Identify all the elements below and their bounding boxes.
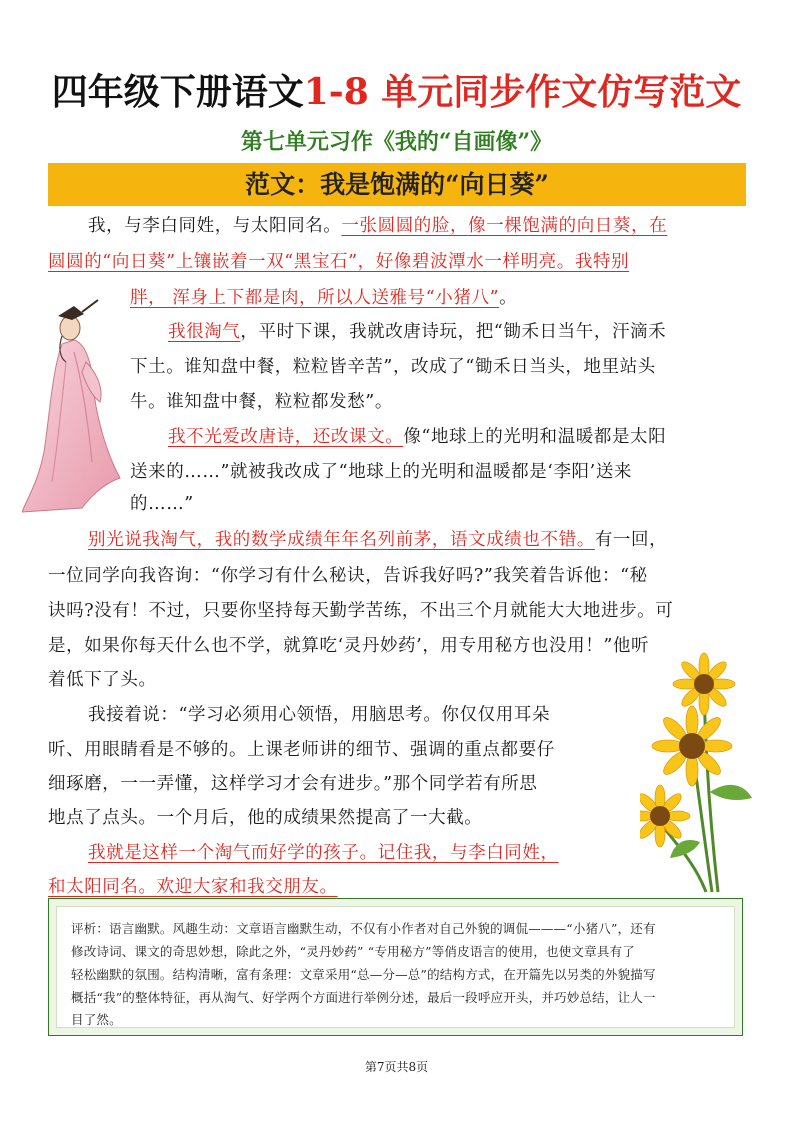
- essay-line: 我接着说：“学习必须用心领悟，用脑思考。你仅仅用耳朵: [88, 705, 551, 725]
- page-number: 第7页共8页: [364, 1060, 429, 1074]
- essay-line: 我很淘气，平时下课，我就改唐诗玩，把“锄禾日当午，汗滴禾: [168, 322, 667, 342]
- essay-title-banner: 范文：我是饱满的“向日葵”: [48, 163, 746, 206]
- highlight-text: 一张圆圆的脸，像一棵饱满的向日葵，在: [341, 216, 668, 236]
- essay-line: 我，与李白同姓，与太阳同名。一张圆圆的脸，像一棵饱满的向日葵，在: [88, 216, 668, 236]
- commentary-line: 轻松幽默的氛围。结构清晰，富有条理：文章采用“总—分—总”的结构方式，在开篇先以另类的外貌描写: [71, 967, 656, 982]
- essay-line: 我不光爱改唐诗，还改课文。像“地球上的光明和温暖都是太阳: [168, 427, 667, 447]
- commentary-line: 评析：语言幽默。风趣生动：文章语言幽默生动，不仅有小作者对自己外貌的调侃———“小猪八”，还有: [71, 921, 656, 936]
- essay-line: 圆圆的“向日葵”上镶嵌着一双“黑宝石”，好像碧波潭水一样明亮。我特别: [48, 252, 630, 272]
- commentary-line: 目了然。: [71, 1012, 122, 1027]
- essay-line: 地点了点头。一个月后，他的成绩果然提高了一大截。: [48, 808, 483, 828]
- essay-line: 诀吗?没有！不过，只要你坚持每天勤学苦练，不出三个月就能大大地进步。可: [48, 601, 674, 621]
- unit-subtitle: 第七单元习作《我的“自画像”》: [240, 129, 553, 155]
- essay-line: 下土。谁知盘中餐，粒粒皆辛苦”，改成了“锄禾日当头，地里站头: [130, 357, 656, 377]
- highlight-text: 我不光爱改唐诗，还改课文。: [168, 427, 404, 447]
- essay-line: 别光说我淘气，我的数学成绩年年名列前茅，语文成绩也不错。有一回，: [88, 530, 668, 550]
- li-bai-illustration-icon: [22, 292, 130, 518]
- highlight-text: 胖， 浑身上下都是肉，所以人送雅号“小猪八”: [130, 288, 500, 308]
- commentary-inner: [56, 906, 735, 1028]
- essay-line: 胖， 浑身上下都是肉，所以人送雅号“小猪八”。: [130, 288, 518, 308]
- essay-line: 我就是这样一个淘气而好学的孩子。记住我，与李白同姓，: [88, 843, 559, 863]
- commentary-line: 修改诗词、课文的奇思妙想，除此之外，“灵丹妙药” “专用秘方”等俏皮语言的使用，也使文章具有了: [71, 944, 635, 959]
- essay-line: 听、用眼睛看是不够的。上课老师讲的细节、强调的重点都要仔: [48, 740, 555, 760]
- sunflower-head: [673, 653, 735, 715]
- sunflower-illustration-icon: [640, 652, 760, 900]
- commentary-line: 概括“我”的整体特征，再从淘气、好学两个方面进行举例分述，最后一段呼应开头，并巧妙总结，让人一: [71, 990, 656, 1005]
- essay-line: 送来的……”就被我改成了“地球上的光明和温暖都是‘李阳’送来: [130, 462, 633, 482]
- essay-line: 着低下了头。: [48, 670, 157, 690]
- essay-line: 和太阳同名。欢迎大家和我交朋友。: [48, 877, 338, 897]
- commentary-box: [48, 898, 743, 1036]
- highlight-text: 我很淘气: [168, 322, 241, 342]
- highlight-text: 别光说我淘气，我的数学成绩年年名列前茅，语文成绩也不错。: [88, 530, 595, 550]
- title-grade: 四年级下册语文: [51, 71, 304, 113]
- page-title: [0, 64, 793, 120]
- title-series: 1-8 单元同步作文仿写范文: [303, 71, 742, 113]
- essay-line: 是，如果你每天什么也不学，就算吃‘灵丹妙药’，用专用秘方也没用！”他听: [48, 636, 650, 656]
- essay-line: 牛。谁知盘中餐，粒粒都发愁”。: [130, 392, 393, 412]
- essay-line: 的……”: [130, 494, 194, 514]
- essay-line: 一位同学向我咨询：“你学习有什么秘诀，告诉我好吗?”我笑着告诉他：“秘: [48, 566, 648, 586]
- essay-line: 细琢磨，一一弄懂，这样学习才会有进步。”那个同学若有所思: [48, 774, 538, 794]
